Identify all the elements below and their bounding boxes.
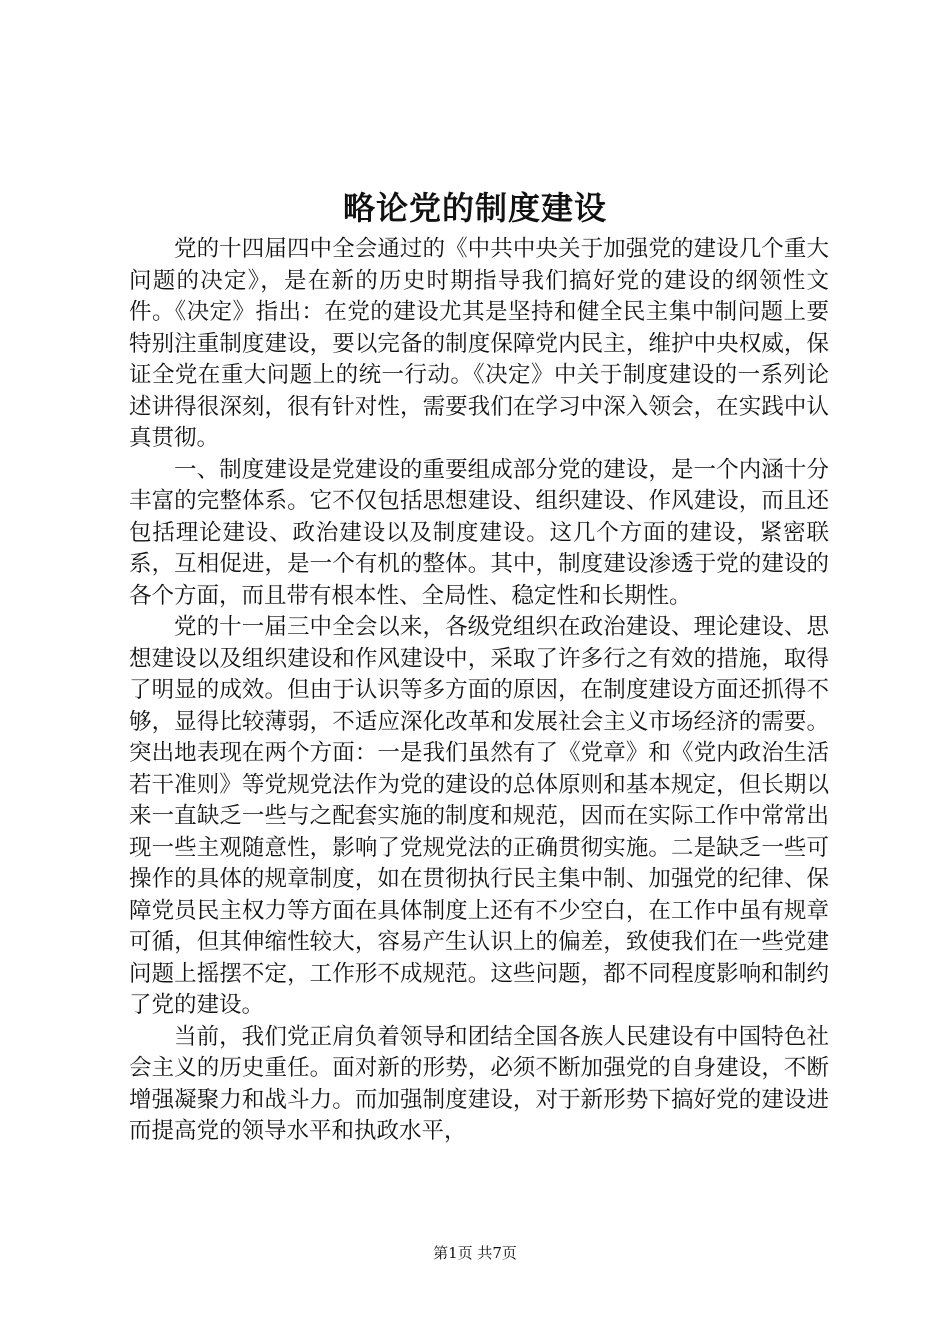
paragraph-current: 当前，我们党正肩负着领导和团结全国各族人民建设有中国特色社会主义的历史重任。面对新的形势，必须不断加强党的自身建设，不断增强凝聚力和战斗力。而加强制度建设，对于新形势下搞好党的建设进而提高党的领导水平和执政水平， <box>129 1023 829 1144</box>
paragraph-section-one: 一、制度建设是党建设的重要组成部分党的建设，是一个内涵十分丰富的完整体系。它不仅包括思想建设、组织建设、作风建设，而且还包括理论建设、政治建设以及制度建设。这几个方面的建设，紧密联系，互相促进，是一个有机的整体。其中，制度建设渗透于党的建设的各个方面，而且带有根本性、全局性、稳定性和长期性。 <box>129 456 829 609</box>
paragraph-intro: 党的十四届四中全会通过的《中共中央关于加强党的建设几个重大问题的决定》，是在新的历史时期指导我们搞好党的建设的纲领性文件。《决定》指出：在党的建设尤其是坚持和健全民主集中制问题上要特别注重制度建设，要以完备的制度保障党内民主，维护中央权威，保证全党在重大问题上的统一行动。《决定》中关于制度建设的一系列论述讲得很深刻，很有针对性，需要我们在学习中深入领会，在实践中认真贯彻。 <box>129 236 829 451</box>
document-title: 略论党的制度建设 <box>342 189 607 227</box>
paragraph-problems: 党的十一届三中全会以来，各级党组织在政治建设、理论建设、思想建设以及组织建设和作风建设中，采取了许多行之有效的措施，取得了明显的成效。但由于认识等多方面的原因，在制度建设方面还抓得不够，显得比较薄弱，不适应深化改革和发展社会主义市场经济的需要。突出地表现在两个方面：一是我们虽然有了《党章》和《党内政治生活若干准则》等党规党法作为党的建设的总体原则和基本规定，但长期以来一直缺乏一些与之配套实施的制度和规范，因而在实际工作中常常出现一些主观随意性，影响了党规党法的正确贯彻实施。二是缺乏一些可操作的具体的规章制度，如在贯彻执行民主集中制、加强党的纪律、保障党员民主权力等方面在具体制度上还有不少空白，在工作中虽有规章可循，但其伸缩性较大，容易产生认识上的偏差，致使我们在一些党建问题上摇摆不定，工作形不成规范。这些问题，都不同程度影响和制约了党的建设。 <box>129 614 829 1018</box>
document-body <box>129 234 829 1148</box>
page-footer: 第1页 共7页 <box>433 1244 517 1262</box>
